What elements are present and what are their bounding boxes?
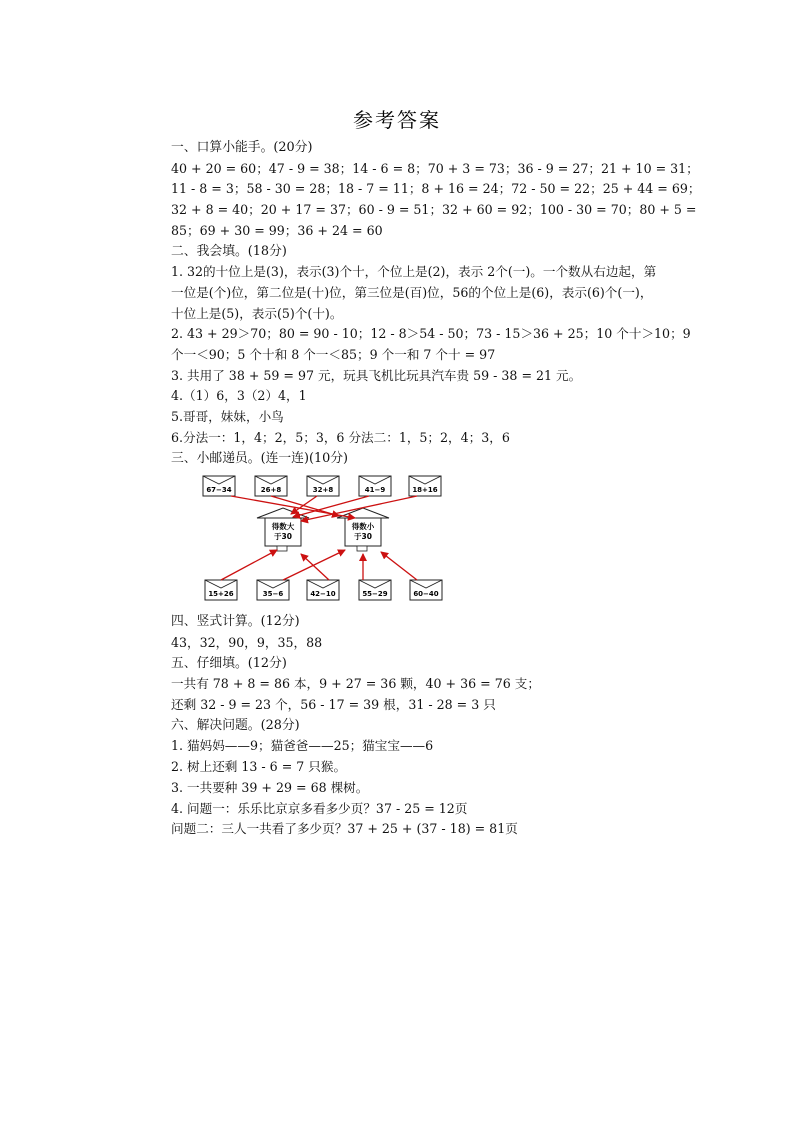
answer-line: 还剩 32 - 9 = 23 个，56 - 17 = 39 根，31 - 28 = 3 只 <box>171 697 496 713</box>
arrow-60-40-to-less <box>381 552 417 580</box>
envelope-bottom-3 <box>307 580 339 600</box>
section-heading-fill-in: 二、我会填。(18分) <box>171 243 287 259</box>
house-label-line2: 于30 <box>274 532 292 542</box>
envelope-top-2 <box>255 476 287 496</box>
house-label-line1: 得数大 <box>271 522 295 532</box>
answer-line: 11 - 8 = 3；58 - 30 = 28；18 - 7 = 11；8 + 16 = 24；72 - 50 = 22；25 + 44 = 69； <box>171 181 701 197</box>
answer-line: 一共有 78 + 8 = 86 本，9 + 27 = 36 颗，40 + 36 = 76 支； <box>171 676 540 692</box>
envelope-top-5 <box>409 476 441 496</box>
envelope-label: 35−6 <box>262 590 284 599</box>
answer-line: 5.哥哥，妹妹，小鸟 <box>171 409 284 425</box>
answer-line: 问题二：三人一共看了多少页？37 + 25 + (37 - 18) = 81页 <box>171 821 518 837</box>
arrow-35-6-to-less <box>283 550 345 580</box>
answer-line: 1. 32的十位上是(3)，表示(3)个十，个位上是(2)，表示 2个(一)。一个数从右边起，第 <box>171 264 657 280</box>
envelope-top-1 <box>203 476 235 496</box>
section-heading-postman: 三、小邮递员。(连一连)(10分) <box>171 450 349 466</box>
answer-line: 85；69 + 30 = 99；36 + 24 = 60 <box>171 222 383 238</box>
envelope-label: 60−40 <box>413 590 439 599</box>
house-label-line2: 于30 <box>354 532 372 542</box>
envelope-label: 41−9 <box>364 486 386 495</box>
answer-line: 个一＜90；5 个十和 8 个一＜85；9 个一和 7 个十 = 97 <box>171 347 496 363</box>
envelope-bottom-2 <box>257 580 289 600</box>
house-label-line1: 得数小 <box>351 522 375 532</box>
answer-line: 3. 一共要种 39 + 29 = 68 棵树。 <box>171 779 369 795</box>
envelope-label: 42−10 <box>310 590 336 599</box>
envelope-label: 32+8 <box>312 486 334 495</box>
envelope-label: 55−29 <box>362 590 388 599</box>
house-less-than-30 <box>337 508 389 551</box>
envelope-top-3 <box>307 476 339 496</box>
envelope-label: 67−34 <box>206 486 232 495</box>
answer-content <box>171 138 731 840</box>
matching-arrows <box>221 496 417 580</box>
answer-line: 1. 猫妈妈——9；猫爸爸——25；猫宝宝——6 <box>171 738 434 754</box>
answer-line: 3. 共用了 38 + 59 = 97 元，玩具飞机比玩具汽车贵 59 - 38 = 21 元。 <box>171 367 582 383</box>
answer-line: 一位是(个)位，第二位是(十)位，第三位是(百)位，56的个位上是(6)，表示(6)个(一)， <box>171 284 653 300</box>
envelope-label: 18+16 <box>412 486 438 495</box>
answer-line: 十位上是(5)，表示(5)个(十)。 <box>171 305 343 321</box>
answer-line: 2. 43 + 29＞70；80 = 90 - 10；12 - 8＞54 - 50；73 - 15＞36 + 25；10 个十＞10；9 <box>171 326 691 342</box>
envelope-bottom-1 <box>205 580 237 600</box>
answer-line: 4.（1）6，3（2）4，1 <box>171 388 307 404</box>
arrow-15-26-to-greater <box>221 550 277 580</box>
envelope-label: 15+26 <box>208 590 234 599</box>
envelope-label: 26+8 <box>260 486 282 495</box>
section-heading-vertical-calc: 四、竖式计算。(12分) <box>171 614 300 630</box>
answer-line: 6.分法一：1，4；2，5；3，6 分法二：1，5；2，4；3，6 <box>171 429 510 445</box>
envelope-top-4 <box>359 476 391 496</box>
page-title: 参考答案 <box>353 108 441 132</box>
arrow-42-10-to-greater <box>301 554 329 580</box>
envelope-bottom-4 <box>359 580 391 600</box>
answer-line: 2. 树上还剩 13 - 6 = 7 只猴。 <box>171 759 347 775</box>
envelope-bottom-5 <box>410 580 442 600</box>
answer-line: 40 + 20 = 60；47 - 9 = 38；14 - 6 = 8；70 + 3 = 73；36 - 9 = 27；21 + 10 = 31； <box>171 160 699 176</box>
answer-line: 32 + 8 = 40；20 + 17 = 37；60 - 9 = 51；32 + 60 = 92；100 - 30 = 70；80 + 5 = <box>171 202 697 218</box>
answer-line: 4. 问题一：乐乐比京京多看多少页？37 - 25 = 12页 <box>171 800 468 816</box>
section-heading-careful-fill: 五、仔细填。(12分) <box>171 655 287 671</box>
section-heading-problem-solving: 六、解决问题。(28分) <box>171 717 300 733</box>
postman-matching-diagram <box>179 472 459 608</box>
answer-line: 43，32，90，9，35，88 <box>171 634 323 650</box>
section-heading-oral-calc: 一、口算小能手。(20分) <box>171 140 313 155</box>
